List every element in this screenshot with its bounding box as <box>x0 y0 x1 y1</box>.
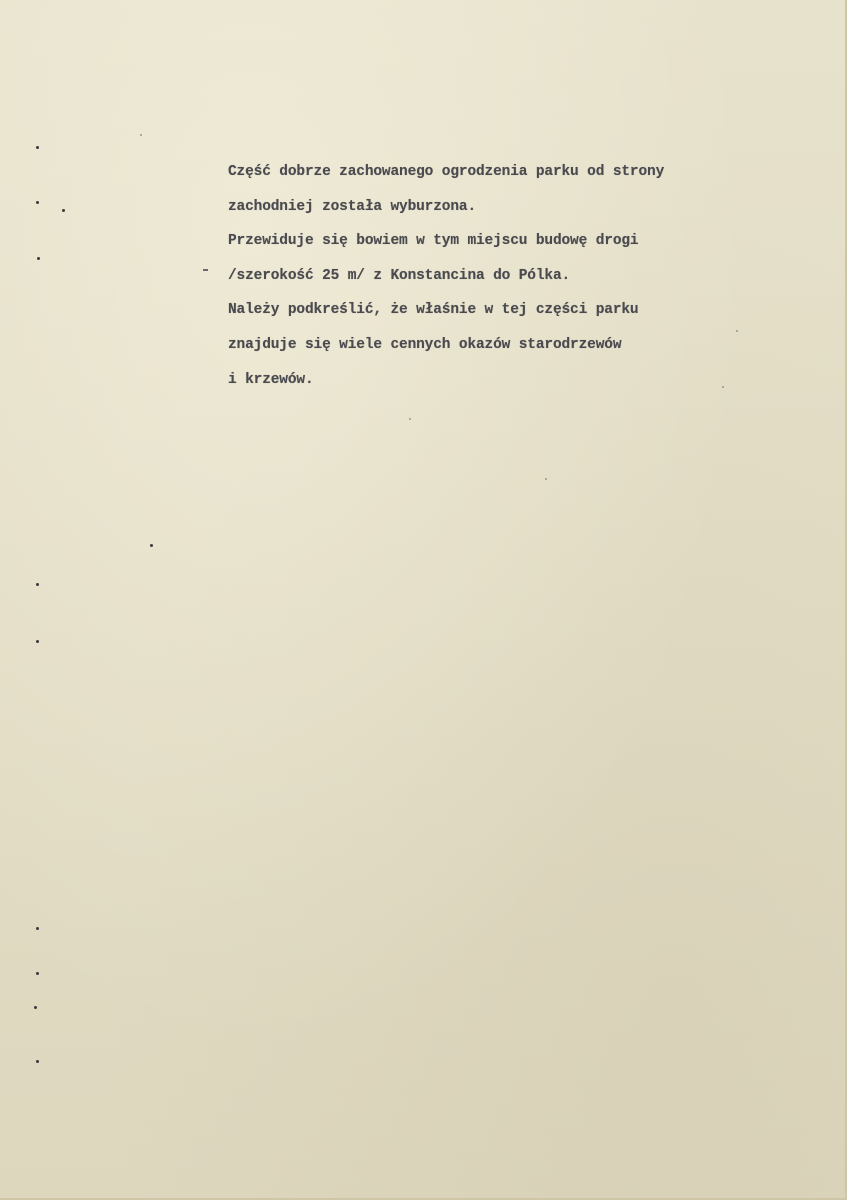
margin-mark <box>36 583 39 586</box>
text-line-4: /szerokość 25 m/ z Konstancina do Pólka. <box>228 267 571 284</box>
margin-mark <box>36 640 39 643</box>
margin-mark <box>150 544 153 547</box>
text-line-5: Należy podkreślić, że właśnie w tej części parku <box>228 302 639 319</box>
text-line-7: i krzewów. <box>228 371 314 388</box>
paper-speck <box>545 478 547 480</box>
margin-mark <box>203 269 208 271</box>
paper-speck <box>722 386 724 388</box>
text-line-6: znajduje się wiele cennych okazów starodrzewów <box>228 336 622 353</box>
text-line-2: zachodniej została wyburzona. <box>228 198 476 215</box>
typewritten-paragraph <box>228 155 788 397</box>
margin-mark <box>36 1060 39 1063</box>
text-line-1: Część dobrze zachowanego ogrodzenia parku od strony <box>228 164 665 180</box>
paper-speck <box>140 134 142 136</box>
margin-mark <box>36 201 39 204</box>
paper-speck <box>736 330 738 332</box>
margin-mark <box>36 146 39 149</box>
margin-mark <box>37 257 40 260</box>
margin-mark <box>34 1006 37 1009</box>
margin-mark <box>36 972 39 975</box>
margin-mark <box>36 927 39 930</box>
text-line-3: Przewiduje się bowiem w tym miejscu budowę drogi <box>228 233 639 250</box>
paper-speck <box>409 418 411 420</box>
margin-mark <box>62 209 65 212</box>
